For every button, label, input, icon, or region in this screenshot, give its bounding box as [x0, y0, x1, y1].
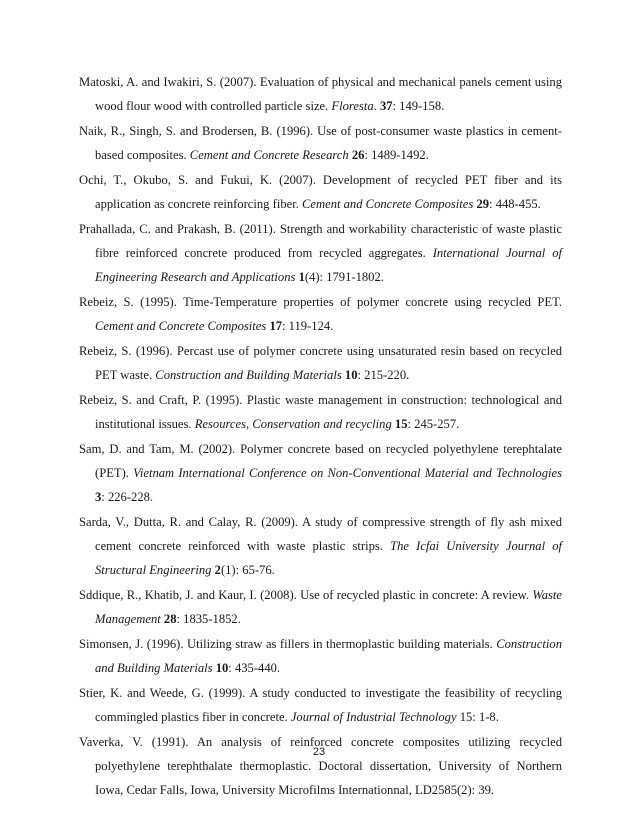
reference-entry: Vaverka, V. (1991). An analysis of reinforced concrete composites utilizing recycled polyethylene terephthalate thermoplastic. Doctoral dissertation, University of Northern Iowa, Cedar Falls, Iowa, University Microfilms Internationnal, LD2585(2): 39. — [79, 735, 562, 797]
reference-entry: Sddique, R., Khatib, J. and Kaur, I. (2008). Use of recycled plastic in concrete: A review. Waste Management 28: 1835-1852. — [79, 588, 562, 626]
reference-entry: Matoski, A. and Iwakiri, S. (2007). Evaluation of physical and mechanical panels cement using wood flour wood with controlled particle size. Floresta. 37: 149-158. — [79, 75, 562, 113]
reference-entry: Ochi, T., Okubo, S. and Fukui, K. (2007). Development of recycled PET fiber and its application as concrete reinforcing fiber. Cement and Concrete Composites 29: 448-455. — [79, 173, 562, 211]
reference-entry: Sam, D. and Tam, M. (2002). Polymer concrete based on recycled polyethylene terephtalate (PET). Vietnam International Conference on Non-Conventional Material and Technologies 3: 226-228. — [79, 442, 563, 504]
reference-list — [79, 70, 562, 803]
reference-entry: Stier, K. and Weede, G. (1999). A study conducted to investigate the feasibility of recycling commingled plastics fiber in concrete. Journal of Industrial Technology 15: 1-8. — [79, 686, 562, 724]
reference-entry: Simonsen, J. (1996). Utilizing straw as fillers in thermoplastic building materials. Construction and Building Materials 10: 435-440. — [79, 637, 562, 675]
reference-entry: Rebeiz, S. and Craft, P. (1995). Plastic waste management in construction: technological and institutional issues. Resources, Conservation and recycling 15: 245-257. — [79, 393, 562, 431]
page-number: 23 — [312, 746, 326, 758]
reference-entry: Prahallada, C. and Prakash, B. (2011). Strength and workability characteristic of waste plastic fibre reinforced concrete produced from recycled aggregates. International Journal of Engineering Research and Applications 1(4): 1791-1802. — [79, 222, 562, 284]
reference-entry: Naik, R., Singh, S. and Brodersen, B. (1996). Use of post-consumer waste plastics in cement-based composites. Cement and Concrete Research 26: 1489-1492. — [79, 124, 562, 162]
reference-entry: Sarda, V., Dutta, R. and Calay, R. (2009). A study of compressive strength of fly ash mixed cement concrete reinforced with waste plastic strips. The Icfai University Journal of Structural Engineering 2(1): 65-76. — [79, 515, 562, 577]
reference-entry: Rebeiz, S. (1995). Time-Temperature properties of polymer concrete using recycled PET. Cement and Concrete Composites 17: 119-124. — [79, 295, 562, 333]
reference-entry: Rebeiz, S. (1996). Percast use of polymer concrete using unsaturated resin based on recycled PET waste. Construction and Building Materials 10: 215-220. — [79, 344, 562, 382]
